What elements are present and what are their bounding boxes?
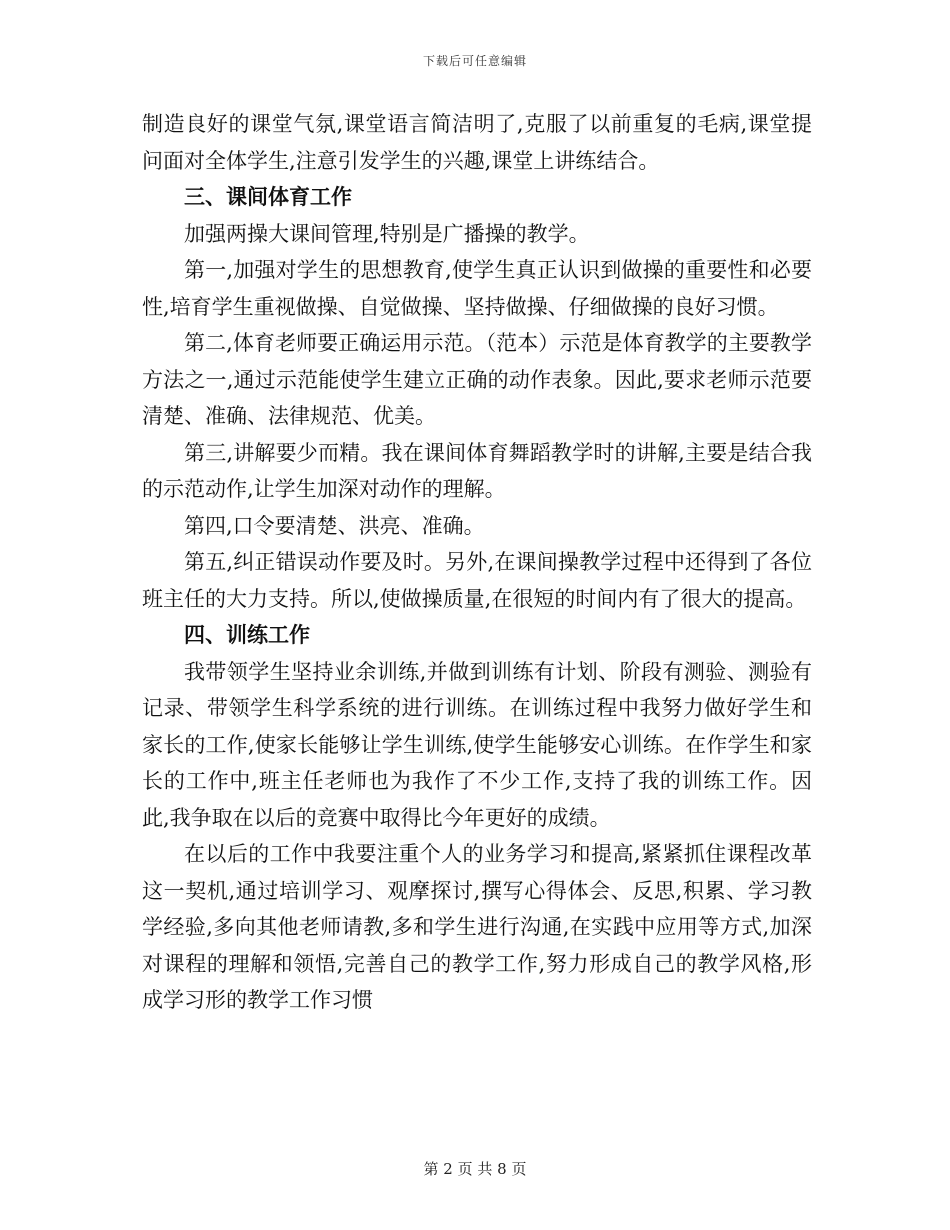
- paragraph: 第五,纠正错误动作要及时。另外,在课间操教学过程中还得到了各位班主任的大力支持。所以,使做操质量,在很短的时间内有了很大的提高。: [142, 550, 812, 611]
- paragraph: 在以后的工作中我要注重个人的业务学习和提高,紧紧抓住课程改革这一契机,通过培训学习、观摩探讨,撰写心得体会、反思,积累、学习教学经验,多向其他老师请教,多和学生进行沟通,在实践中应用等方式,加深对课程的理解和领悟,完善自己的教学工作,努力形成自己的教学风格,形成学习形的教学工作习惯: [142, 842, 812, 1012]
- paragraph: 第三,讲解要少而精。我在课间体育舞蹈教学时的讲解,主要是结合我的示范动作,让学生加深对动作的理解。: [142, 440, 812, 501]
- paragraph: 第一,加强对学生的思想教育,使学生真正认识到做操的重要性和必要性,培育学生重视做操、自觉做操、坚持做操、仔细做操的良好习惯。: [142, 258, 812, 319]
- page-header: 下载后可任意编辑: [422, 54, 527, 68]
- section-heading-3: 三、课间体育工作: [184, 184, 352, 209]
- document-body: [142, 106, 812, 1019]
- paragraph: 第二,体育老师要正确运用示范。（范本）示范是体育教学的主要教学方法之一,通过示范能使学生建立正确的动作表象。因此,要求老师示范要清楚、准确、法律规范、优美。: [142, 331, 812, 428]
- paragraph: 我带领学生坚持业余训练,并做到训练有计划、阶段有测验、测验有记录、带领学生科学系统的进行训练。在训练过程中我努力做好学生和家长的工作,使家长能够让学生训练,使学生能够安心训练。在作学生和家长的工作中,班主任老师也为我作了不少工作,支持了我的训练工作。因此,我争取在以后的竞赛中取得比今年更好的成绩。: [142, 659, 812, 830]
- section-heading-4: 四、训练工作: [184, 622, 310, 647]
- page-number: 第 2 页 共 8 页: [423, 1160, 527, 1178]
- paragraph: 第四,口令要清楚、洪亮、准确。: [184, 513, 485, 538]
- paragraph-continuation: 制造良好的课堂气氛,课堂语言简洁明了,克服了以前重复的毛病,课堂提问面对全体学生,注意引发学生的兴趣,课堂上讲练结合。: [142, 112, 812, 173]
- paragraph: 加强两操大课间管理,特别是广播操的教学。: [184, 221, 590, 246]
